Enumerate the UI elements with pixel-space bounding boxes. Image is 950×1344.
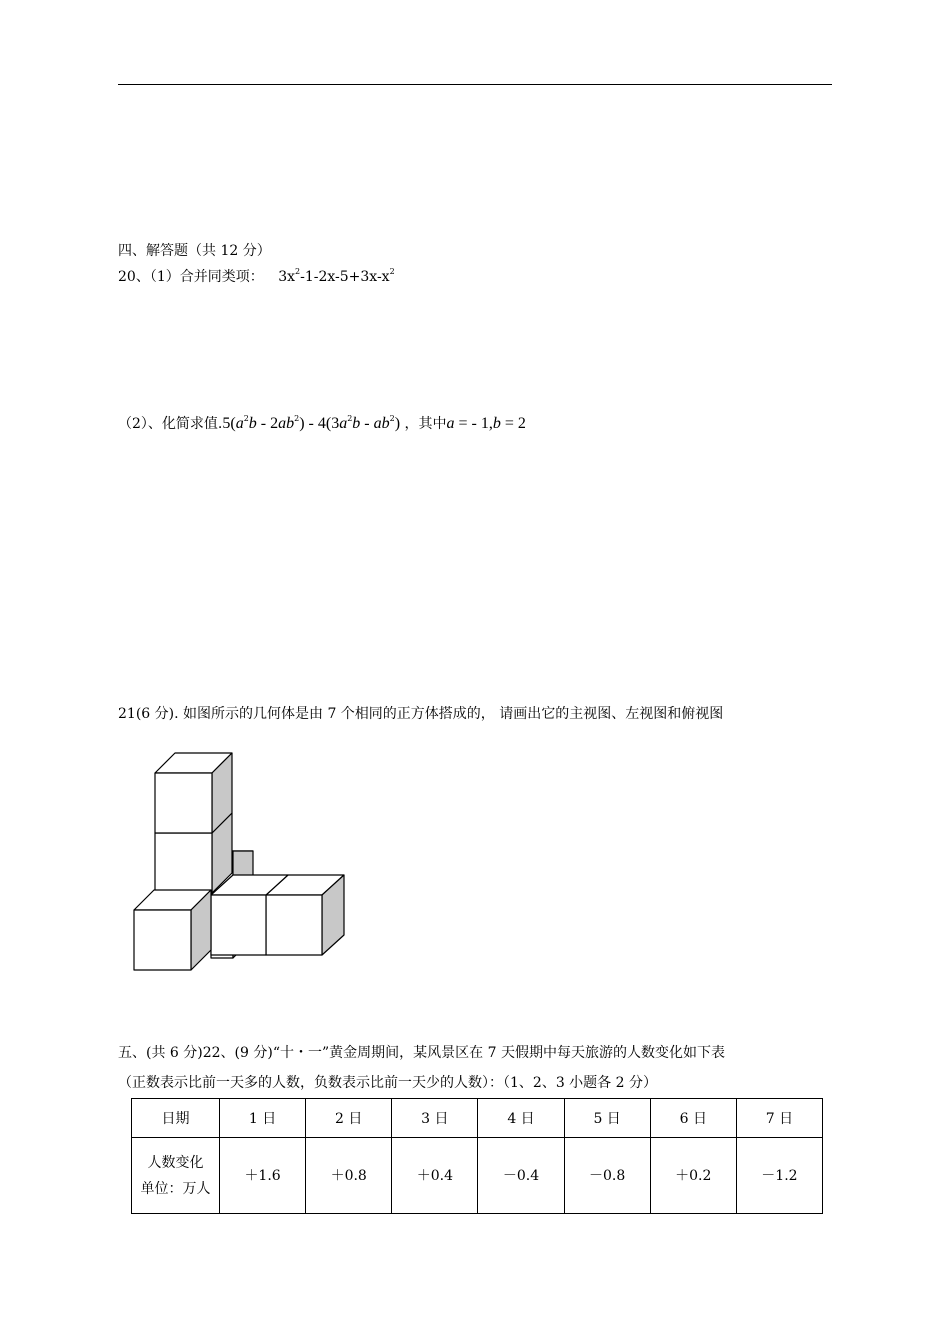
value-cell: －1.2 [736, 1138, 822, 1214]
day-cell: 5 日 [564, 1099, 650, 1138]
section4-heading: 四、解答题（共 12 分） [118, 243, 271, 259]
header-rule [118, 84, 832, 85]
value-cell: ＋0.4 [392, 1138, 478, 1214]
row-label-line2: 单位：万人 [140, 1180, 211, 1197]
front-cube-front [134, 910, 191, 970]
table-value-row [132, 1138, 823, 1214]
q20-2-prefix: （2）、化简求值. [118, 416, 223, 432]
value-cell: ＋0.2 [650, 1138, 736, 1214]
right-cube1-front [211, 895, 266, 955]
q20-expression: $3x^2-1-2x-5+3x-x^2$ [278, 267, 395, 285]
section5-line1: 五、(共 6 分)22、(9 分)“十・一”黄金周期间，某风景区在 7 天假期中每天旅游的人数变化如下表 [118, 1045, 725, 1061]
value-cell: －0.8 [564, 1138, 650, 1214]
day-cell: 6 日 [650, 1099, 736, 1138]
header-label-cell: 日期 [132, 1099, 220, 1138]
q20-2-condition: a = - 1,b = 2 [446, 415, 526, 432]
row-label-cell [132, 1138, 220, 1214]
value-cell: ＋1.6 [220, 1138, 306, 1214]
stack-cube1-front [155, 833, 212, 893]
day-cell: 3 日 [392, 1099, 478, 1138]
q20-2-mid: ，其中 [404, 416, 447, 432]
section5-line2: （正数表示比前一天多的人数，负数表示比前一天少的人数）：（1、2、3 小题各 2 分） [118, 1075, 657, 1091]
q20-part1 [118, 266, 395, 286]
day-cell: 2 日 [306, 1099, 392, 1138]
value-cell: －0.4 [478, 1138, 564, 1214]
visitor-change-table [131, 1098, 823, 1214]
q20-part2 [118, 413, 526, 433]
q20-2-expression: $5(a^2b - 2ab^2) - 4(3a^2b - ab^2)$ [222, 414, 401, 432]
row-label-line1: 人数变化 [147, 1154, 204, 1171]
day-cell: 1 日 [220, 1099, 306, 1138]
value-cell: ＋0.8 [306, 1138, 392, 1214]
day-cell: 4 日 [478, 1099, 564, 1138]
cube-figure [125, 748, 355, 978]
q20-prefix: 20、（1）合并同类项： [118, 269, 264, 285]
table-header-row [132, 1099, 823, 1138]
right-cube2-front [266, 895, 322, 955]
day-cell: 7 日 [736, 1099, 822, 1138]
q21-text: 21(6 分). 如图所示的几何体是由 7 个相同的正方体搭成的， 请画出它的主视图、左视图和俯视图 [118, 706, 724, 722]
stack-cube2-front [155, 773, 212, 833]
